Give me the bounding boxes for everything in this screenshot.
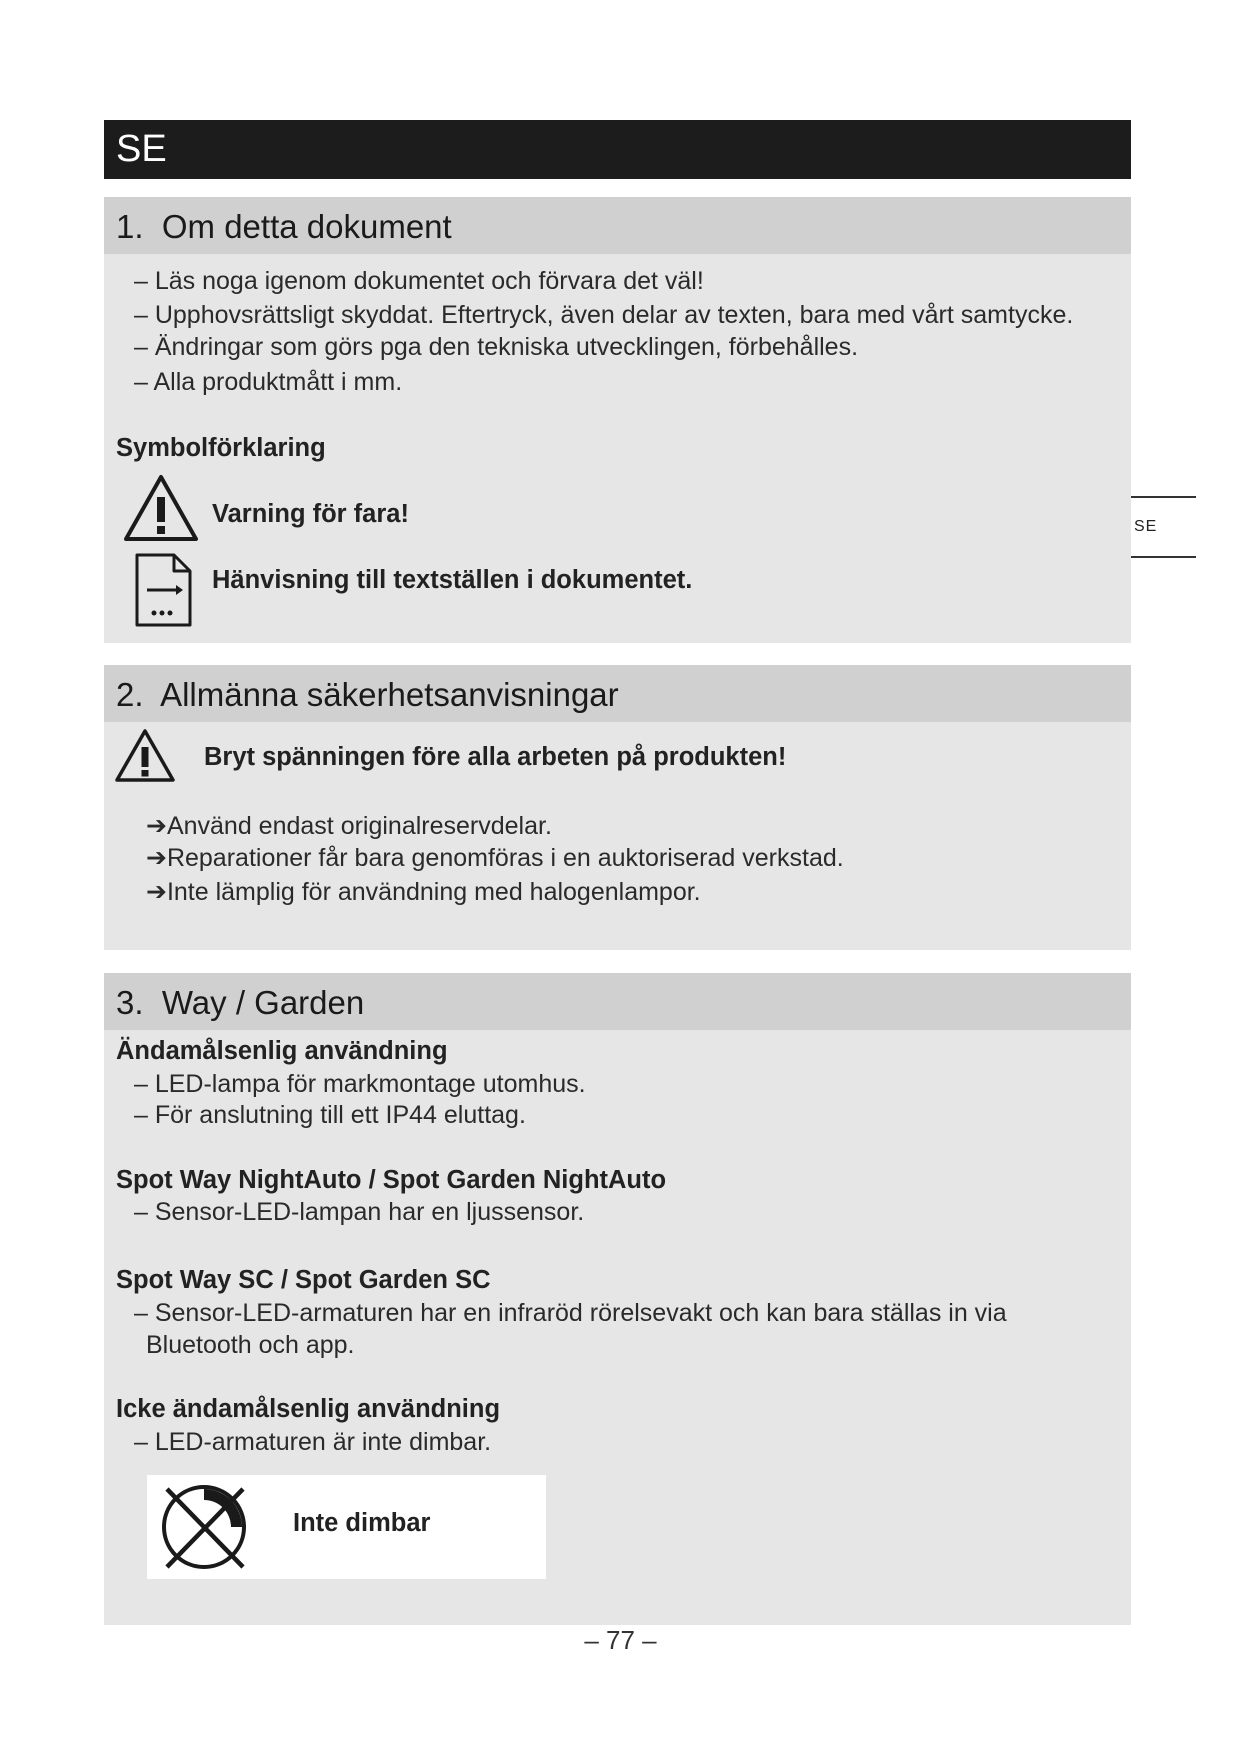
section-heading <box>104 197 1131 254</box>
section-title: Om detta dokument <box>161 208 452 245</box>
not-dimmable-label: Inte dimbar <box>293 1509 431 1537</box>
subsection-heading: Ändamålsenlig användning <box>116 1037 448 1065</box>
not-dimmable-icon <box>157 1481 251 1573</box>
section-way-garden <box>104 973 1131 1625</box>
section-title: Allmänna säkerhetsanvisningar <box>160 676 619 713</box>
section-safety-instructions <box>104 665 1131 950</box>
list-item: – LED-lampa för markmontage utomhus. <box>134 1070 586 1098</box>
side-tab-label: SE <box>1134 518 1158 535</box>
document-reference-icon <box>134 552 194 628</box>
list-item: – Ändringar som görs pga den tekniska utvecklingen, förbehålles. <box>134 333 859 361</box>
list-item: – Läs noga igenom dokumentet och förvara det väl! <box>134 267 704 295</box>
warning-triangle-icon <box>114 728 176 784</box>
section-heading <box>104 665 1131 722</box>
section-number: 2. <box>116 676 144 713</box>
list-item: – Alla produktmått i mm. <box>134 368 403 396</box>
list-item: ➔Använd endast originalreservdelar. <box>146 812 552 840</box>
list-item: – Sensor-LED-armaturen har en infraröd rörelsevakt och kan bara ställas in via <box>134 1299 1007 1327</box>
symbol-label: Hänvisning till textställen i dokumentet. <box>212 566 693 594</box>
section-number: 1. <box>116 208 144 245</box>
safety-warning-text: Bryt spänningen före alla arbeten på produkten! <box>204 743 787 771</box>
symbol-label: Varning för fara! <box>212 500 409 528</box>
not-dimmable-symbol-box <box>147 1475 546 1579</box>
list-item: – För anslutning till ett IP44 eluttag. <box>134 1101 526 1129</box>
symbol-legend-heading: Symbolförklaring <box>116 434 326 462</box>
language-code: SE <box>116 128 167 170</box>
section-heading <box>104 973 1131 1030</box>
warning-triangle-icon <box>122 473 200 543</box>
subsection-heading: Spot Way SC / Spot Garden SC <box>116 1266 491 1294</box>
list-item: – LED-armaturen är inte dimbar. <box>134 1428 492 1456</box>
list-item-continuation: Bluetooth och app. <box>146 1331 355 1359</box>
section-title: Way / Garden <box>161 984 365 1021</box>
list-item: ➔Inte lämplig för användning med halogenlampor. <box>146 878 701 906</box>
subsection-heading: Icke ändamålsenlig användning <box>116 1395 501 1423</box>
language-header-bar <box>104 120 1131 179</box>
language-side-tab <box>1131 496 1196 558</box>
page-number: – 77 – <box>584 1625 657 1655</box>
list-item: – Upphovsrättsligt skyddat. Eftertryck, även delar av texten, bara med vårt samtycke. <box>134 301 1074 329</box>
list-item: – Sensor-LED-lampan har en ljussensor. <box>134 1198 585 1226</box>
section-number: 3. <box>116 984 144 1021</box>
subsection-heading: Spot Way NightAuto / Spot Garden NightAuto <box>116 1166 667 1194</box>
list-item: ➔Reparationer får bara genomföras i en auktoriserad verkstad. <box>146 844 844 872</box>
section-about-document <box>104 197 1131 643</box>
